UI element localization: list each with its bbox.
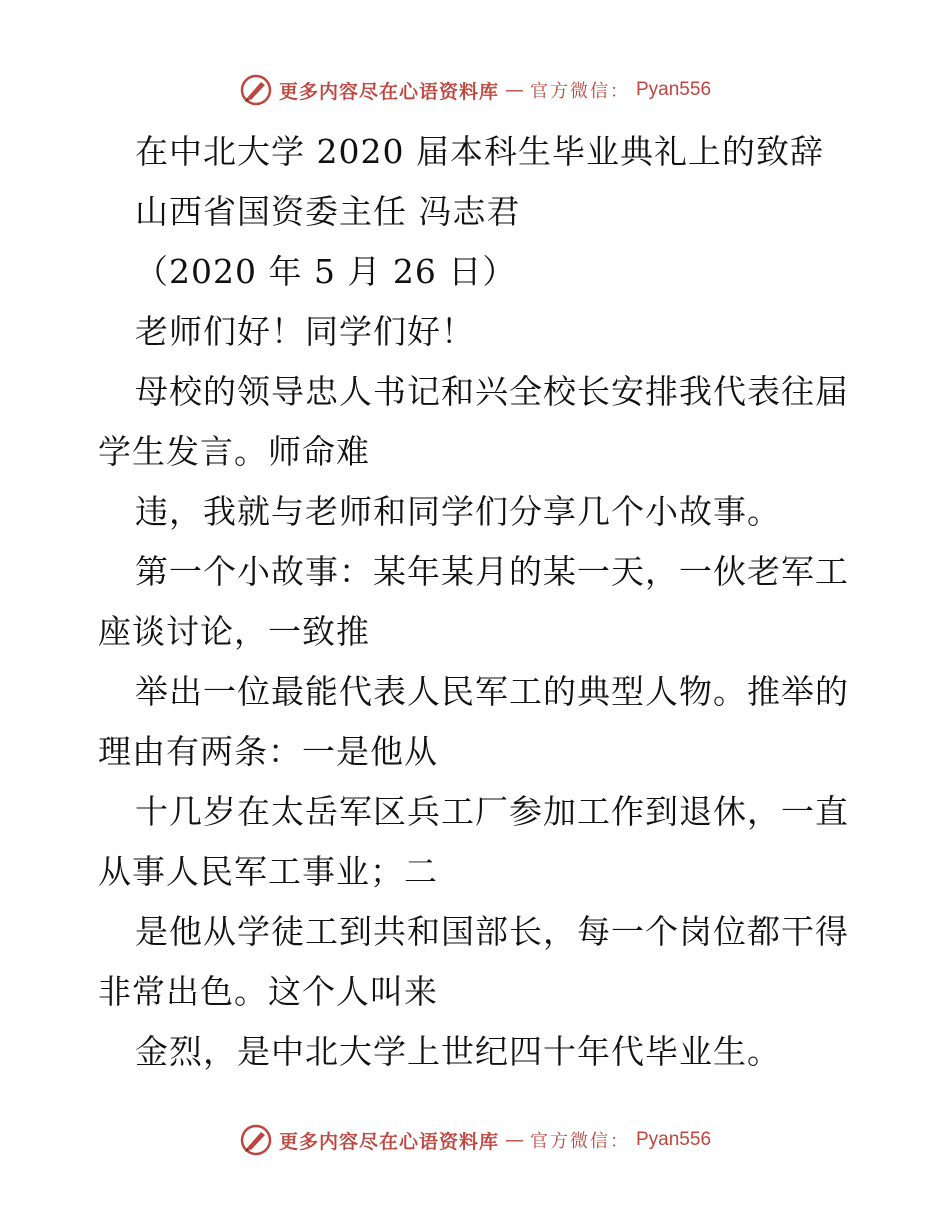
pen-logo-icon xyxy=(239,73,273,107)
banner-wechat-id: Pyan556 xyxy=(636,79,712,100)
banner-wechat-label: 官方微信： xyxy=(530,1131,630,1152)
paragraph-line: 十几岁在太岳军区兵工厂参加工作到退休，一直 xyxy=(135,792,849,831)
paragraph-line: 是他从学徒工到共和国部长，每一个岗位都干得 xyxy=(135,912,849,951)
speech-title: 在中北大学 2020 届本科生毕业典礼上的致辞 xyxy=(135,132,824,171)
paragraph-line: 举出一位最能代表人民军工的典型人物。推举的 xyxy=(135,672,849,711)
paragraph-line: 学生发言。师命难 xyxy=(98,432,370,471)
paragraph-line: 座谈讨论，一致推 xyxy=(98,612,370,651)
banner-dash: — xyxy=(505,1129,524,1151)
banner-wechat-id: Pyan556 xyxy=(636,1129,712,1150)
greeting-line: 老师们好！同学们好！ xyxy=(135,312,475,351)
footer-watermark-banner xyxy=(0,1120,950,1160)
paragraph-line: 母校的领导忠人书记和兴全校长安排我代表往届 xyxy=(135,372,849,411)
date-line: （2020 年 5 月 26 日） xyxy=(135,252,517,291)
paragraph-line: 从事人民军工事业；二 xyxy=(98,852,438,891)
paragraph-line: 第一个小故事：某年某月的某一天，一伙老军工 xyxy=(135,552,849,591)
paragraph-line: 理由有两条：一是他从 xyxy=(98,732,438,771)
paragraph-line: 金烈，是中北大学上世纪四十年代毕业生。 xyxy=(135,1032,781,1071)
speaker-line: 山西省国资委主任 冯志君 xyxy=(135,192,521,231)
paragraph-line: 非常出色。这个人叫来 xyxy=(98,972,438,1011)
banner-main-text: 更多内容尽在心语资料库 xyxy=(278,1130,499,1153)
header-watermark-banner xyxy=(0,70,950,110)
pen-logo-icon xyxy=(239,1123,273,1157)
banner-dash: — xyxy=(505,79,524,101)
banner-wechat-label: 官方微信： xyxy=(530,81,630,102)
document-body xyxy=(98,122,858,1082)
banner-main-text: 更多内容尽在心语资料库 xyxy=(278,80,499,103)
paragraph-line: 违，我就与老师和同学们分享几个小故事。 xyxy=(135,492,781,531)
